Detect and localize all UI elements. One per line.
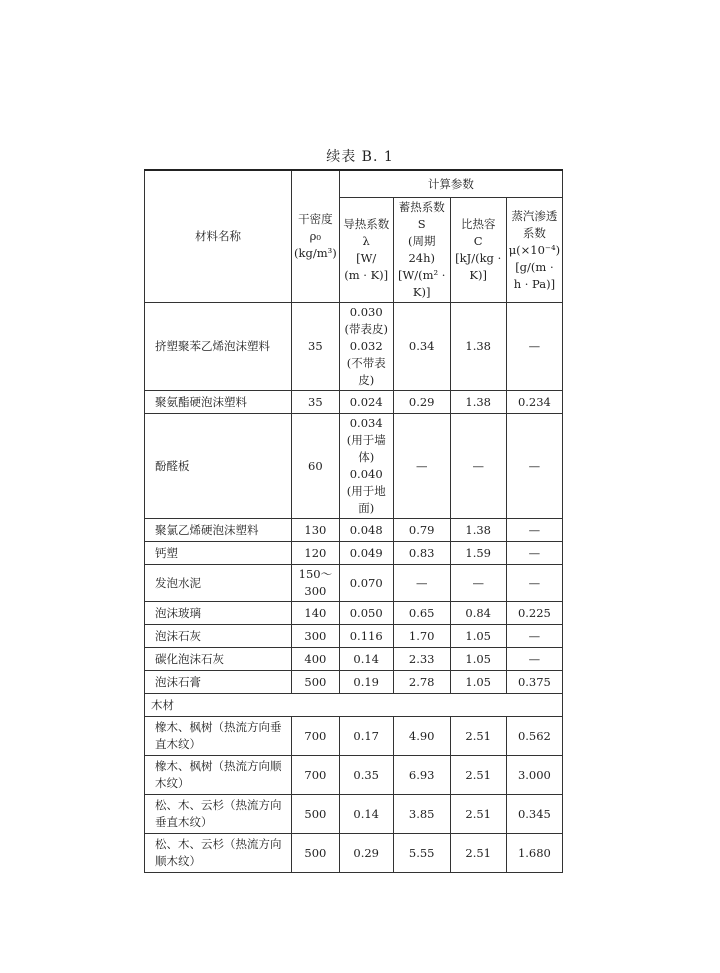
cell-text: 0.070 bbox=[349, 575, 383, 590]
category-label bbox=[145, 694, 563, 717]
conductivity-value bbox=[339, 519, 393, 542]
density-value bbox=[292, 625, 340, 648]
material-name bbox=[145, 648, 292, 671]
cell-text: 60 bbox=[308, 458, 323, 473]
table-row bbox=[145, 756, 563, 795]
density-value bbox=[292, 671, 340, 694]
cell-text: — bbox=[528, 651, 541, 666]
cell-text: 0.35 bbox=[353, 767, 379, 782]
cell-text: 2.33 bbox=[408, 651, 435, 666]
cell-text: — bbox=[472, 458, 484, 473]
density-value bbox=[292, 717, 340, 756]
vapor-permeability-value bbox=[506, 391, 562, 414]
table-row bbox=[145, 625, 563, 648]
cell-text: 0.79 bbox=[408, 522, 435, 537]
cell-text: 0.84 bbox=[465, 605, 491, 620]
cell-text: K)] bbox=[412, 285, 431, 299]
conductivity-value bbox=[339, 542, 393, 565]
heat-storage-value bbox=[393, 414, 450, 519]
vapor-permeability-value bbox=[506, 542, 562, 565]
cell-text: 蒸汽渗透 bbox=[511, 208, 558, 223]
cell-text: 0.65 bbox=[408, 605, 435, 620]
conductivity-value bbox=[339, 671, 393, 694]
heat-storage-value bbox=[393, 565, 450, 602]
material-name bbox=[145, 602, 292, 625]
cell-text: 130 bbox=[304, 522, 327, 537]
cell-text: 4.90 bbox=[408, 728, 435, 743]
cell-text: 木材 bbox=[151, 697, 174, 712]
density-value bbox=[292, 414, 340, 519]
material-name bbox=[145, 565, 292, 602]
specific-heat-value bbox=[450, 565, 506, 602]
table-row bbox=[145, 565, 563, 602]
cell-text: 0.024 bbox=[349, 394, 383, 409]
vapor-permeability-value bbox=[506, 625, 562, 648]
table-row bbox=[145, 602, 563, 625]
cell-text: μ(×10⁻⁴) bbox=[508, 242, 561, 257]
cell-text: 0.375 bbox=[517, 674, 551, 689]
material-name bbox=[145, 519, 292, 542]
density-value bbox=[292, 602, 340, 625]
cell-text: 导热系数 bbox=[343, 217, 390, 231]
material-name bbox=[145, 795, 292, 834]
vapor-permeability-value bbox=[506, 414, 562, 519]
cell-text: 2.51 bbox=[465, 767, 491, 782]
density-value bbox=[292, 648, 340, 671]
conductivity-value bbox=[339, 625, 393, 648]
cell-text: 发泡水泥 bbox=[155, 575, 201, 590]
density-value bbox=[292, 756, 340, 795]
header-calc-params bbox=[339, 170, 562, 198]
cell-text: [W/(m² · bbox=[397, 268, 446, 282]
cell-text: — bbox=[528, 545, 541, 560]
vapor-permeability-value bbox=[506, 717, 562, 756]
cell-text: 1.680 bbox=[517, 845, 551, 860]
specific-heat-value bbox=[450, 756, 506, 795]
vapor-permeability-value bbox=[506, 834, 562, 873]
cell-text: 木纹） bbox=[155, 776, 190, 790]
cell-text: 0.032 bbox=[349, 339, 383, 353]
cell-text: — bbox=[472, 575, 484, 590]
cell-text: [W/ bbox=[356, 251, 377, 265]
table-row bbox=[145, 717, 563, 756]
cell-text: 1.59 bbox=[465, 545, 491, 560]
heat-storage-value bbox=[393, 542, 450, 565]
specific-heat-value bbox=[450, 542, 506, 565]
material-name bbox=[145, 756, 292, 795]
heat-storage-value bbox=[393, 795, 450, 834]
density-value bbox=[292, 834, 340, 873]
header-row bbox=[145, 170, 563, 198]
material-name bbox=[145, 303, 292, 391]
heat-storage-value bbox=[393, 519, 450, 542]
density-value bbox=[292, 565, 340, 602]
table-row bbox=[145, 303, 563, 391]
cell-text: 2.51 bbox=[465, 845, 491, 860]
cell-text: 0.225 bbox=[517, 605, 551, 620]
cell-text: 0.19 bbox=[353, 674, 379, 689]
specific-heat-value bbox=[450, 834, 506, 873]
specific-heat-value bbox=[450, 391, 506, 414]
cell-text: 顺木纹） bbox=[155, 854, 201, 868]
cell-text: 700 bbox=[304, 728, 327, 743]
table-row bbox=[145, 834, 563, 873]
cell-text: — bbox=[415, 458, 428, 473]
heat-storage-value bbox=[393, 303, 450, 391]
header-specific-heat bbox=[450, 198, 506, 303]
heat-storage-value bbox=[393, 648, 450, 671]
cell-text: 0.29 bbox=[408, 394, 435, 409]
density-value bbox=[292, 795, 340, 834]
conductivity-value bbox=[339, 303, 393, 391]
cell-text: 1.05 bbox=[465, 674, 491, 689]
density-value bbox=[292, 519, 340, 542]
specific-heat-value bbox=[450, 602, 506, 625]
cell-text: 35 bbox=[308, 394, 323, 409]
cell-text: 比热容 bbox=[460, 217, 496, 231]
cell-text: 1.05 bbox=[465, 628, 491, 643]
cell-text: — bbox=[528, 522, 541, 537]
conductivity-value bbox=[339, 795, 393, 834]
cell-text: 2.51 bbox=[465, 806, 491, 821]
cell-text: 0.050 bbox=[349, 605, 383, 620]
cell-text: 聚氯乙烯硬泡沫塑料 bbox=[155, 522, 259, 537]
material-name bbox=[145, 625, 292, 648]
specific-heat-value bbox=[450, 671, 506, 694]
material-name bbox=[145, 542, 292, 565]
cell-text: [kJ/(kg · bbox=[455, 251, 502, 265]
cell-text: 计算参数 bbox=[427, 176, 474, 191]
cell-text: 干密度 bbox=[298, 212, 333, 226]
cell-text: 聚氨酯硬泡沫塑料 bbox=[155, 394, 247, 409]
density-value bbox=[292, 542, 340, 565]
specific-heat-value bbox=[450, 717, 506, 756]
material-name bbox=[145, 834, 292, 873]
header-vapor-permeability bbox=[506, 198, 562, 303]
cell-text: 碳化泡沫石灰 bbox=[155, 651, 224, 666]
cell-text: (kg/m³) bbox=[294, 246, 337, 260]
cell-text: 0.83 bbox=[408, 545, 435, 560]
cell-text: 1.38 bbox=[465, 339, 491, 353]
cell-text: 钙塑 bbox=[155, 545, 178, 560]
cell-text: — bbox=[528, 458, 541, 473]
material-parameters-table bbox=[144, 169, 563, 873]
material-name bbox=[145, 391, 292, 414]
cell-text: 2.78 bbox=[408, 674, 435, 689]
header-material-name bbox=[145, 170, 292, 303]
table-body bbox=[145, 170, 563, 873]
heat-storage-value bbox=[393, 391, 450, 414]
header-heat-storage bbox=[393, 198, 450, 303]
table-row bbox=[145, 414, 563, 519]
cell-text: (周期 24h) bbox=[407, 234, 436, 265]
heat-storage-value bbox=[393, 717, 450, 756]
cell-text: 0.234 bbox=[517, 394, 551, 409]
cell-text: 0.17 bbox=[353, 728, 379, 743]
conductivity-value bbox=[339, 648, 393, 671]
conductivity-value bbox=[339, 391, 393, 414]
cell-text: [g/(m · bbox=[515, 259, 554, 274]
material-name bbox=[145, 717, 292, 756]
cell-text: 300 bbox=[304, 628, 327, 643]
cell-text: (用于地面) bbox=[346, 484, 386, 515]
cell-text: 0.14 bbox=[353, 651, 379, 666]
vapor-permeability-value bbox=[506, 756, 562, 795]
density-value bbox=[292, 303, 340, 391]
cell-text: 120 bbox=[304, 545, 327, 560]
cell-text: 700 bbox=[304, 767, 327, 782]
conductivity-value bbox=[339, 565, 393, 602]
cell-text: 挤塑聚苯乙烯泡沫塑料 bbox=[155, 339, 270, 353]
cell-text: 500 bbox=[304, 674, 327, 689]
category-row bbox=[145, 694, 563, 717]
table-row bbox=[145, 795, 563, 834]
cell-text: 0.030 bbox=[349, 305, 383, 319]
cell-text: 0.116 bbox=[349, 628, 383, 643]
cell-text: 1.70 bbox=[408, 628, 435, 643]
cell-text: 蓄热系数 bbox=[398, 200, 445, 214]
cell-text: 0.048 bbox=[349, 522, 383, 537]
conductivity-value bbox=[339, 834, 393, 873]
vapor-permeability-value bbox=[506, 519, 562, 542]
cell-text: 5.55 bbox=[408, 845, 435, 860]
cell-text: 140 bbox=[304, 605, 327, 620]
cell-text: 500 bbox=[304, 845, 327, 860]
cell-text: 泡沫石膏 bbox=[155, 674, 201, 689]
cell-text: — bbox=[415, 575, 428, 590]
cell-text: 0.034 bbox=[349, 416, 383, 430]
table-row bbox=[145, 671, 563, 694]
cell-text: 3.85 bbox=[408, 806, 435, 821]
header-conductivity bbox=[339, 198, 393, 303]
cell-text: (不带表皮) bbox=[346, 356, 386, 387]
vapor-permeability-value bbox=[506, 671, 562, 694]
cell-text: (m · K)] bbox=[344, 268, 389, 282]
table-row bbox=[145, 391, 563, 414]
heat-storage-value bbox=[393, 671, 450, 694]
vapor-permeability-value bbox=[506, 602, 562, 625]
cell-text: 直木纹） bbox=[155, 737, 201, 751]
vapor-permeability-value bbox=[506, 303, 562, 391]
cell-text: ρ₀ bbox=[309, 229, 322, 243]
specific-heat-value bbox=[450, 648, 506, 671]
heat-storage-value bbox=[393, 756, 450, 795]
conductivity-value bbox=[339, 756, 393, 795]
specific-heat-value bbox=[450, 795, 506, 834]
table-caption: 续表 B. 1 bbox=[326, 149, 394, 165]
heat-storage-value bbox=[393, 602, 450, 625]
header-density bbox=[292, 170, 340, 303]
conductivity-value bbox=[339, 414, 393, 519]
specific-heat-value bbox=[450, 303, 506, 391]
cell-text: K)] bbox=[469, 268, 487, 282]
cell-text: 松、木、云杉（热流方向 bbox=[155, 798, 282, 812]
cell-text: C bbox=[473, 234, 483, 248]
cell-text: 1.38 bbox=[465, 522, 491, 537]
cell-text: 0.040 bbox=[349, 467, 383, 481]
cell-text: 材料名称 bbox=[195, 229, 241, 243]
cell-text: λ bbox=[362, 234, 370, 248]
cell-text: 6.93 bbox=[408, 767, 435, 782]
density-value bbox=[292, 391, 340, 414]
material-name bbox=[145, 414, 292, 519]
cell-text: 500 bbox=[304, 806, 327, 821]
specific-heat-value bbox=[450, 414, 506, 519]
table-row bbox=[145, 519, 563, 542]
cell-text: 1.05 bbox=[465, 651, 491, 666]
cell-text: 2.51 bbox=[465, 728, 491, 743]
cell-text: 泡沫玻璃 bbox=[155, 605, 201, 620]
specific-heat-value bbox=[450, 519, 506, 542]
vapor-permeability-value bbox=[506, 795, 562, 834]
cell-text: (用于墙体) bbox=[346, 433, 386, 464]
cell-text: S bbox=[417, 217, 426, 231]
cell-text: 泡沫石灰 bbox=[155, 628, 201, 643]
cell-text: 0.345 bbox=[517, 806, 551, 821]
conductivity-value bbox=[339, 717, 393, 756]
cell-text: — bbox=[528, 575, 541, 590]
cell-text: 橡木、枫树（热流方向垂 bbox=[155, 720, 282, 734]
specific-heat-value bbox=[450, 625, 506, 648]
vapor-permeability-value bbox=[506, 648, 562, 671]
cell-text: 0.14 bbox=[353, 806, 379, 821]
cell-text: 0.34 bbox=[408, 339, 435, 353]
table-row bbox=[145, 542, 563, 565]
cell-text: 0.049 bbox=[349, 545, 383, 560]
cell-text: 3.000 bbox=[517, 767, 551, 782]
cell-text: 垂直木纹） bbox=[155, 815, 213, 829]
cell-text: 0.562 bbox=[517, 728, 551, 743]
cell-text: 0.29 bbox=[353, 845, 379, 860]
cell-text: h · Pa)] bbox=[513, 276, 556, 291]
cell-text: 150～300 bbox=[298, 567, 333, 598]
cell-text: 400 bbox=[304, 651, 327, 666]
heat-storage-value bbox=[393, 625, 450, 648]
table-row bbox=[145, 648, 563, 671]
cell-text: — bbox=[528, 628, 541, 643]
cell-text: 橡木、枫树（热流方向顺 bbox=[155, 759, 282, 773]
cell-text: — bbox=[528, 339, 541, 353]
cell-text: (带表皮) bbox=[344, 322, 388, 336]
cell-text: 系数 bbox=[522, 225, 546, 240]
cell-text: 35 bbox=[308, 339, 323, 353]
material-name bbox=[145, 671, 292, 694]
cell-text: 酚醛板 bbox=[155, 458, 190, 473]
cell-text: 松、木、云杉（热流方向 bbox=[155, 837, 282, 851]
cell-text: 1.38 bbox=[465, 394, 491, 409]
heat-storage-value bbox=[393, 834, 450, 873]
conductivity-value bbox=[339, 602, 393, 625]
vapor-permeability-value bbox=[506, 565, 562, 602]
